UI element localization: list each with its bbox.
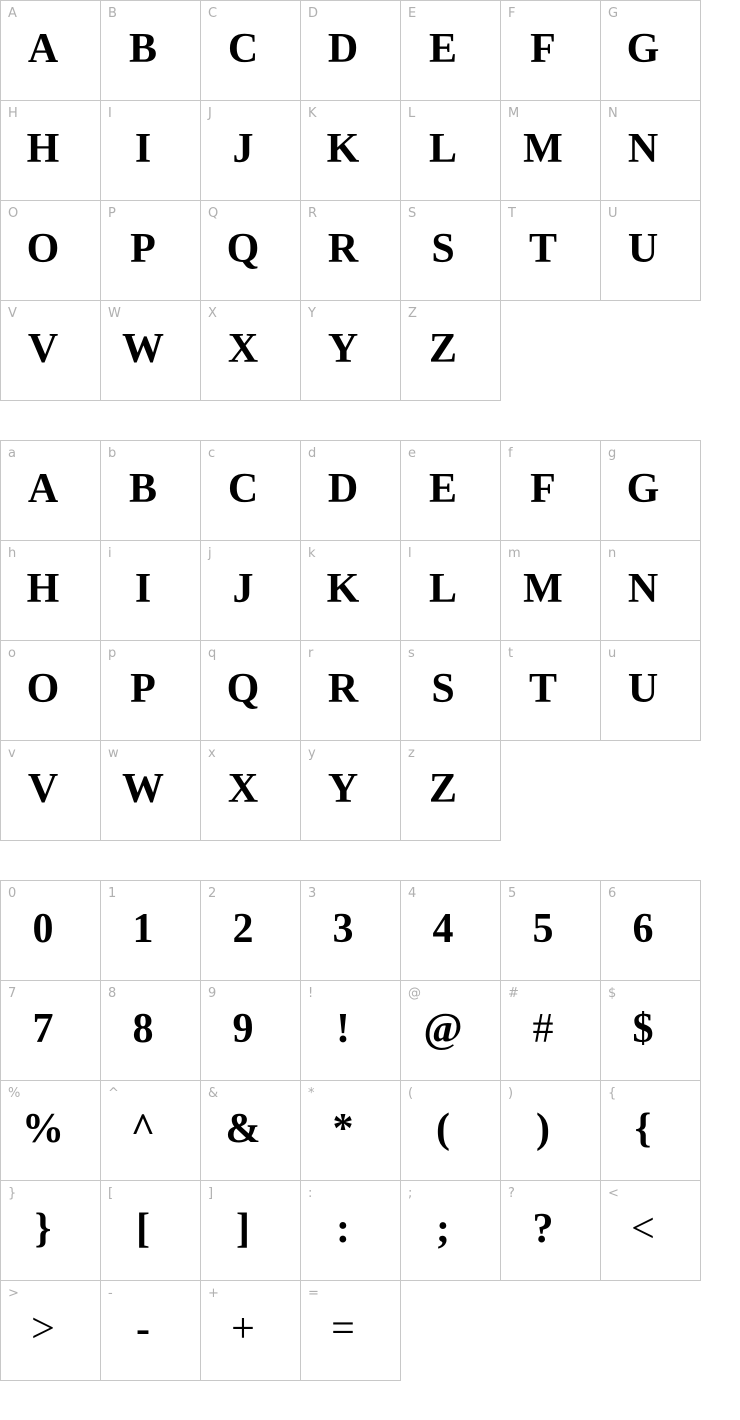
glyph-cell	[201, 541, 301, 641]
glyph-cell-label: =	[308, 1286, 319, 1301]
glyph-cell-label: f	[508, 446, 513, 461]
glyph-cell	[1, 301, 101, 401]
glyph-cell-label: e	[408, 446, 416, 461]
glyph-preview: I	[134, 566, 152, 612]
glyph-cell-label: $	[608, 986, 617, 1001]
glyph-cell-label: 2	[208, 886, 217, 901]
glyph-preview: P	[130, 666, 156, 712]
glyph-preview: S	[431, 226, 455, 272]
glyph-cell	[501, 981, 601, 1081]
glyph-cell-label: c	[208, 446, 216, 461]
glyph-cell-label: W	[108, 306, 121, 321]
glyph-preview: M	[523, 126, 563, 172]
glyph-cell-label: M	[508, 106, 520, 121]
glyph-preview: (	[436, 1106, 450, 1152]
glyph-preview: U	[627, 666, 659, 712]
glyph-preview: =	[331, 1306, 355, 1352]
glyph-cell-label: o	[8, 646, 16, 661]
glyph-cell-label: a	[8, 446, 16, 461]
glyph-preview: X	[227, 766, 259, 812]
glyph-cell	[501, 201, 601, 301]
glyph-cell	[101, 741, 201, 841]
glyph-preview: Y	[327, 766, 359, 812]
glyph-cell	[1, 1081, 101, 1181]
glyph-cell-label: R	[308, 206, 318, 221]
glyph-cell-label: [	[108, 1186, 114, 1201]
glyph-cell	[101, 301, 201, 401]
glyph-cell	[601, 981, 701, 1081]
glyph-block-lowercase-letters	[0, 440, 701, 841]
glyph-preview: Y	[327, 326, 359, 372]
glyph-cell	[201, 1181, 301, 1281]
glyph-cell	[301, 101, 401, 201]
glyph-cell	[201, 1081, 301, 1181]
glyph-cell-label: G	[608, 6, 619, 21]
glyph-preview: C	[227, 26, 259, 72]
glyph-cell	[201, 441, 301, 541]
glyph-preview: [	[136, 1206, 150, 1252]
glyph-cell-label: Q	[208, 206, 219, 221]
glyph-cell	[101, 641, 201, 741]
glyph-cell	[201, 1281, 301, 1381]
glyph-cell	[1, 201, 101, 301]
glyph-cell	[501, 101, 601, 201]
glyph-cell	[1, 1, 101, 101]
glyph-cell-label: @	[408, 986, 421, 1001]
glyph-cell-label: }	[8, 1186, 17, 1201]
glyph-preview: Q	[226, 666, 260, 712]
glyph-cell	[401, 1081, 501, 1181]
glyph-cell	[501, 1081, 601, 1181]
glyph-preview: ;	[436, 1206, 450, 1252]
glyph-cell-label: y	[308, 746, 316, 761]
glyph-cell-label: #	[508, 986, 519, 1001]
glyph-cell-label: +	[208, 1286, 219, 1301]
glyph-preview: J	[232, 126, 254, 172]
glyph-cell-label: T	[508, 206, 516, 221]
glyph-preview: D	[327, 26, 359, 72]
glyph-cell-label: O	[8, 206, 19, 221]
glyph-cell	[201, 101, 301, 201]
glyph-cell	[1, 741, 101, 841]
glyph-preview: U	[627, 226, 659, 272]
glyph-cell	[101, 1, 201, 101]
glyph-cell-label: *	[308, 1086, 315, 1101]
glyph-cell-label: {	[608, 1086, 617, 1101]
glyph-cell	[301, 1081, 401, 1181]
glyph-cell-label: V	[8, 306, 17, 321]
glyph-cell	[401, 641, 501, 741]
glyph-preview: N	[627, 126, 659, 172]
glyph-preview: V	[27, 326, 59, 372]
glyph-cell-label: Y	[308, 306, 316, 321]
glyph-cell	[1, 541, 101, 641]
glyph-preview: 8	[132, 1006, 154, 1052]
glyph-preview: O	[26, 666, 60, 712]
glyph-cell	[601, 881, 701, 981]
glyph-cell	[101, 541, 201, 641]
glyph-cell-label: K	[308, 106, 317, 121]
glyph-cell-label: j	[208, 546, 212, 561]
glyph-cell-label: C	[208, 6, 218, 21]
glyph-cell-label: r	[308, 646, 314, 661]
glyph-cell-label: N	[608, 106, 618, 121]
glyph-preview: )	[536, 1106, 550, 1152]
glyph-cell	[601, 1181, 701, 1281]
glyph-cell-label: p	[108, 646, 117, 661]
glyph-cell-label: l	[408, 546, 412, 561]
glyph-preview: B	[128, 466, 157, 512]
glyph-cell-label: F	[508, 6, 516, 21]
glyph-cell	[401, 981, 501, 1081]
glyph-preview: G	[626, 26, 660, 72]
glyph-cell-label: <	[608, 1186, 619, 1201]
glyph-preview: !	[336, 1006, 350, 1052]
glyph-cell-label: q	[208, 646, 217, 661]
glyph-cell-label: ^	[108, 1086, 119, 1101]
glyph-cell-label: t	[508, 646, 514, 661]
glyph-cell	[601, 1, 701, 101]
glyph-preview: {	[634, 1106, 652, 1152]
glyph-preview: K	[326, 126, 360, 172]
glyph-cell	[301, 1, 401, 101]
glyph-cell-label: n	[608, 546, 617, 561]
glyph-preview: L	[428, 566, 457, 612]
glyph-preview: 0	[32, 906, 54, 952]
glyph-preview: R	[327, 226, 359, 272]
glyph-block-numbers-and-symbols	[0, 880, 701, 1381]
glyph-cell	[101, 201, 201, 301]
glyph-cell-label: m	[508, 546, 521, 561]
glyph-preview: L	[428, 126, 457, 172]
glyph-preview: J	[232, 566, 254, 612]
glyph-cell	[401, 541, 501, 641]
glyph-preview: 3	[332, 906, 354, 952]
glyph-cell-label: g	[608, 446, 617, 461]
glyph-preview: -	[136, 1306, 150, 1352]
glyph-cell	[301, 741, 401, 841]
glyph-cell-label: 3	[308, 886, 317, 901]
glyph-preview: E	[428, 466, 457, 512]
glyph-preview: P	[130, 226, 156, 272]
glyph-cell-label: E	[408, 6, 417, 21]
glyph-cell-label: s	[408, 646, 415, 661]
glyph-cell-label: ;	[408, 1186, 413, 1201]
glyph-preview: C	[227, 466, 259, 512]
glyph-cell-label: ?	[508, 1186, 515, 1201]
glyph-cell	[601, 641, 701, 741]
glyph-cell	[501, 1, 601, 101]
glyph-cell	[301, 541, 401, 641]
glyph-cell	[201, 301, 301, 401]
glyph-cell-label: >	[8, 1286, 19, 1301]
glyph-cell-label: &	[208, 1086, 219, 1101]
glyph-cell	[101, 881, 201, 981]
glyph-preview: F	[530, 466, 556, 512]
glyph-preview: &	[225, 1106, 261, 1152]
glyph-cell-label: U	[608, 206, 618, 221]
glyph-cell	[1, 881, 101, 981]
glyph-cell-label: X	[208, 306, 217, 321]
glyph-preview: S	[431, 666, 455, 712]
glyph-preview: 2	[232, 906, 254, 952]
glyph-cell	[201, 641, 301, 741]
glyph-preview: Z	[428, 326, 457, 372]
glyph-preview: I	[134, 126, 152, 172]
glyph-cell-label: ]	[208, 1186, 214, 1201]
glyph-cell-label: v	[8, 746, 16, 761]
glyph-cell-label: k	[308, 546, 316, 561]
glyph-cell-label: 8	[108, 986, 117, 1001]
glyph-cell	[1, 441, 101, 541]
glyph-cell	[1, 641, 101, 741]
glyph-cell-label: I	[108, 106, 112, 121]
glyph-cell	[401, 1181, 501, 1281]
glyph-preview: H	[26, 566, 60, 612]
glyph-cell	[301, 201, 401, 301]
glyph-cell-label: D	[308, 6, 319, 21]
glyph-cell	[601, 1081, 701, 1181]
glyph-preview: +	[231, 1306, 255, 1352]
glyph-cell	[101, 101, 201, 201]
glyph-cell	[301, 301, 401, 401]
glyph-cell-label: w	[108, 746, 119, 761]
glyph-preview: W	[122, 766, 164, 812]
glyph-cell	[301, 981, 401, 1081]
glyph-preview: 1	[132, 906, 154, 952]
glyph-cell	[301, 441, 401, 541]
glyph-cell-label: 7	[8, 986, 17, 1001]
glyph-preview: Q	[226, 226, 260, 272]
glyph-preview: R	[327, 666, 359, 712]
glyph-cell-label: !	[308, 986, 314, 1001]
glyph-preview: W	[122, 326, 164, 372]
glyph-cell-label: b	[108, 446, 117, 461]
glyph-cell	[301, 881, 401, 981]
glyph-cell	[501, 881, 601, 981]
glyph-cell	[101, 1181, 201, 1281]
glyph-cell-label: -	[108, 1286, 113, 1301]
glyph-preview: T	[528, 666, 557, 712]
glyph-preview: A	[27, 466, 59, 512]
glyph-preview: K	[326, 566, 360, 612]
glyph-preview: G	[626, 466, 660, 512]
glyph-cell	[501, 441, 601, 541]
glyph-preview: 6	[632, 906, 654, 952]
glyph-cell-label: h	[8, 546, 17, 561]
glyph-cell-label: P	[108, 206, 116, 221]
glyph-cell	[601, 201, 701, 301]
glyph-cell-label: A	[8, 6, 17, 21]
glyph-preview: F	[530, 26, 556, 72]
glyph-cell	[501, 1181, 601, 1281]
glyph-preview: M	[523, 566, 563, 612]
glyph-cell	[601, 101, 701, 201]
glyph-cell	[1, 981, 101, 1081]
glyph-cell-label: %	[8, 1086, 21, 1101]
glyph-cell	[1, 1281, 101, 1381]
glyph-preview: X	[227, 326, 259, 372]
glyph-cell	[601, 541, 701, 641]
glyph-preview: #	[532, 1006, 554, 1052]
glyph-cell	[1, 101, 101, 201]
glyph-cell	[401, 1, 501, 101]
glyph-preview: ?	[532, 1206, 554, 1252]
glyph-cell-label: S	[408, 206, 417, 221]
glyph-preview: >	[31, 1306, 55, 1352]
glyph-cell	[201, 981, 301, 1081]
glyph-cell-label: )	[508, 1086, 514, 1101]
glyph-cell	[1, 1181, 101, 1281]
glyph-cell	[201, 1, 301, 101]
glyph-cell	[101, 1281, 201, 1381]
glyph-cell	[501, 541, 601, 641]
glyph-preview: }	[34, 1206, 52, 1252]
glyph-cell	[201, 881, 301, 981]
glyph-cell-label: i	[108, 546, 112, 561]
glyph-cell	[201, 741, 301, 841]
glyph-cell-label: L	[408, 106, 416, 121]
glyph-preview: *	[332, 1106, 354, 1152]
glyph-preview: :	[336, 1206, 350, 1252]
glyph-cell	[201, 201, 301, 301]
glyph-cell-label: Z	[408, 306, 417, 321]
glyph-cell	[401, 741, 501, 841]
glyph-preview: 9	[232, 1006, 254, 1052]
glyph-preview: $	[632, 1006, 654, 1052]
glyph-cell	[301, 641, 401, 741]
glyph-cell-label: d	[308, 446, 317, 461]
glyph-preview: 7	[32, 1006, 54, 1052]
glyph-cell	[101, 981, 201, 1081]
glyph-cell-label: H	[8, 106, 18, 121]
glyph-cell	[301, 1181, 401, 1281]
glyph-cell-label: B	[108, 6, 117, 21]
glyph-preview: ]	[236, 1206, 250, 1252]
glyph-cell-label: 0	[8, 886, 17, 901]
glyph-preview: B	[128, 26, 157, 72]
glyph-cell	[101, 1081, 201, 1181]
glyph-preview: V	[27, 766, 59, 812]
glyph-preview: D	[327, 466, 359, 512]
glyph-cell-label: J	[208, 106, 212, 121]
glyph-cell	[401, 101, 501, 201]
glyph-cell	[401, 201, 501, 301]
glyph-cell-label: 5	[508, 886, 517, 901]
glyph-preview: O	[26, 226, 60, 272]
glyph-cell	[501, 641, 601, 741]
glyph-cell-label: 4	[408, 886, 417, 901]
glyph-cell-label: :	[308, 1186, 313, 1201]
glyph-cell-label: 1	[108, 886, 117, 901]
glyph-cell-label: z	[408, 746, 415, 761]
glyph-cell	[401, 881, 501, 981]
glyph-cell	[401, 441, 501, 541]
glyph-preview: 5	[532, 906, 554, 952]
glyph-preview: <	[631, 1206, 655, 1252]
glyph-cell-label: (	[408, 1086, 414, 1101]
glyph-cell	[401, 301, 501, 401]
glyph-preview: H	[26, 126, 60, 172]
glyph-cell-label: 6	[608, 886, 617, 901]
glyph-preview: T	[528, 226, 557, 272]
glyph-cell	[101, 441, 201, 541]
glyph-preview: 4	[432, 906, 454, 952]
glyph-cell	[601, 441, 701, 541]
glyph-preview: A	[27, 26, 59, 72]
glyph-preview: %	[22, 1106, 64, 1152]
glyph-preview: Z	[428, 766, 457, 812]
glyph-preview: @	[423, 1006, 463, 1052]
glyph-cell	[301, 1281, 401, 1381]
glyph-preview: N	[627, 566, 659, 612]
glyph-preview: ^	[130, 1106, 156, 1152]
glyph-preview: E	[428, 26, 457, 72]
glyph-cell-label: u	[608, 646, 617, 661]
glyph-cell-label: 9	[208, 986, 217, 1001]
glyph-block-uppercase-letters	[0, 0, 701, 401]
glyph-cell-label: x	[208, 746, 216, 761]
